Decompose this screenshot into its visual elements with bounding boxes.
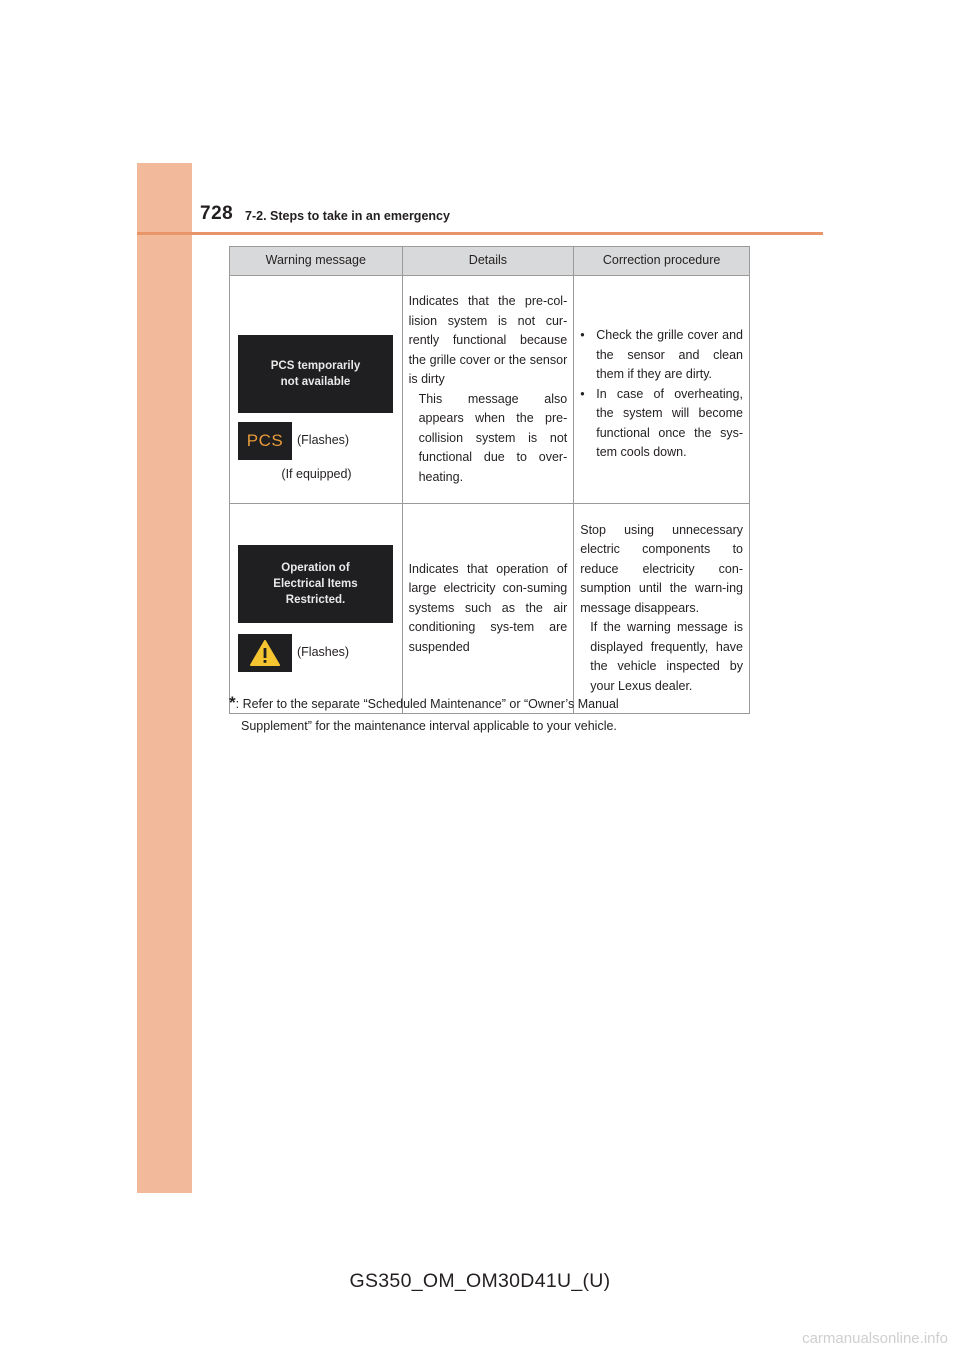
table-row [230,276,750,504]
correction-text: Stop using unnecessary electric components to reduce electricity con-sumption until the warn-ing message disappears. [580,522,743,615]
warning-triangle-icon [250,640,280,666]
warning-message-cell [230,504,403,714]
bullet-dot: • [580,386,585,401]
footnote-line-1: : Refer to the separate “Scheduled Maintenance” or “Owner’s Manual [235,697,619,711]
table-row [230,504,750,714]
if-equipped-label: (If equipped) [281,467,352,481]
warning-message-cell [230,276,403,504]
correction-note: If the warning message is displayed frequently, have the vehicle inspected by your Lexus dealer. [590,620,743,693]
list-item [574,326,749,385]
page-number: 728 [200,203,234,224]
column-header-warning-message: Warning message [230,247,403,276]
warning-table [229,246,750,714]
side-tab-band [137,163,192,1193]
section-title: 7-2. Steps to take in an emergency [245,209,450,223]
electrical-restricted-display-message: Operation of Electrical Items Restricted. [238,545,393,623]
flashes-label: (Flashes) [297,645,350,659]
correction-bullet-text: Check the grille cover and the sensor and clean them if they are dirty. [596,328,743,381]
pcs-display-message: PCS temporarily not available [238,335,393,413]
details-text: Indicates that the pre-col-lision system is not cur-rently functional because the grille cover or the sensor is dirty [408,294,568,386]
document-code: GS350_OM_OM30D41U_(U) [349,1270,611,1292]
pcs-lamp-label: PCS [246,431,284,451]
correction-cell [574,504,750,714]
correction-bullet-text: In case of overheating, the system will become functional once the sys-tem cools down. [596,386,743,459]
bullet-dot: • [580,328,585,342]
list-item [574,385,749,463]
details-note: This message also appears when the pre-collision system is not functional due to over-heating. [418,391,568,484]
flashes-label: (Flashes) [297,433,350,447]
footnote-line-2: Supplement” for the maintenance interval applicable to your vehicle. [241,719,617,733]
footnote-marker: * [229,693,236,712]
header-rule [137,232,823,235]
details-cell [402,504,574,714]
details-cell [402,276,574,504]
page-header [200,203,820,233]
details-text: Indicates that operation of large electricity con-suming systems such as the air conditioning sys-tem are suspended [408,561,568,654]
footnote [229,692,745,737]
watermark: carmanualsonline.info [802,1330,948,1347]
warning-triangle-lamp [238,634,292,672]
column-header-details: Details [402,247,574,276]
correction-cell [574,276,750,504]
column-header-correction: Correction procedure [574,247,750,276]
pcs-warning-lamp [238,422,292,460]
table-header-row [230,247,750,276]
